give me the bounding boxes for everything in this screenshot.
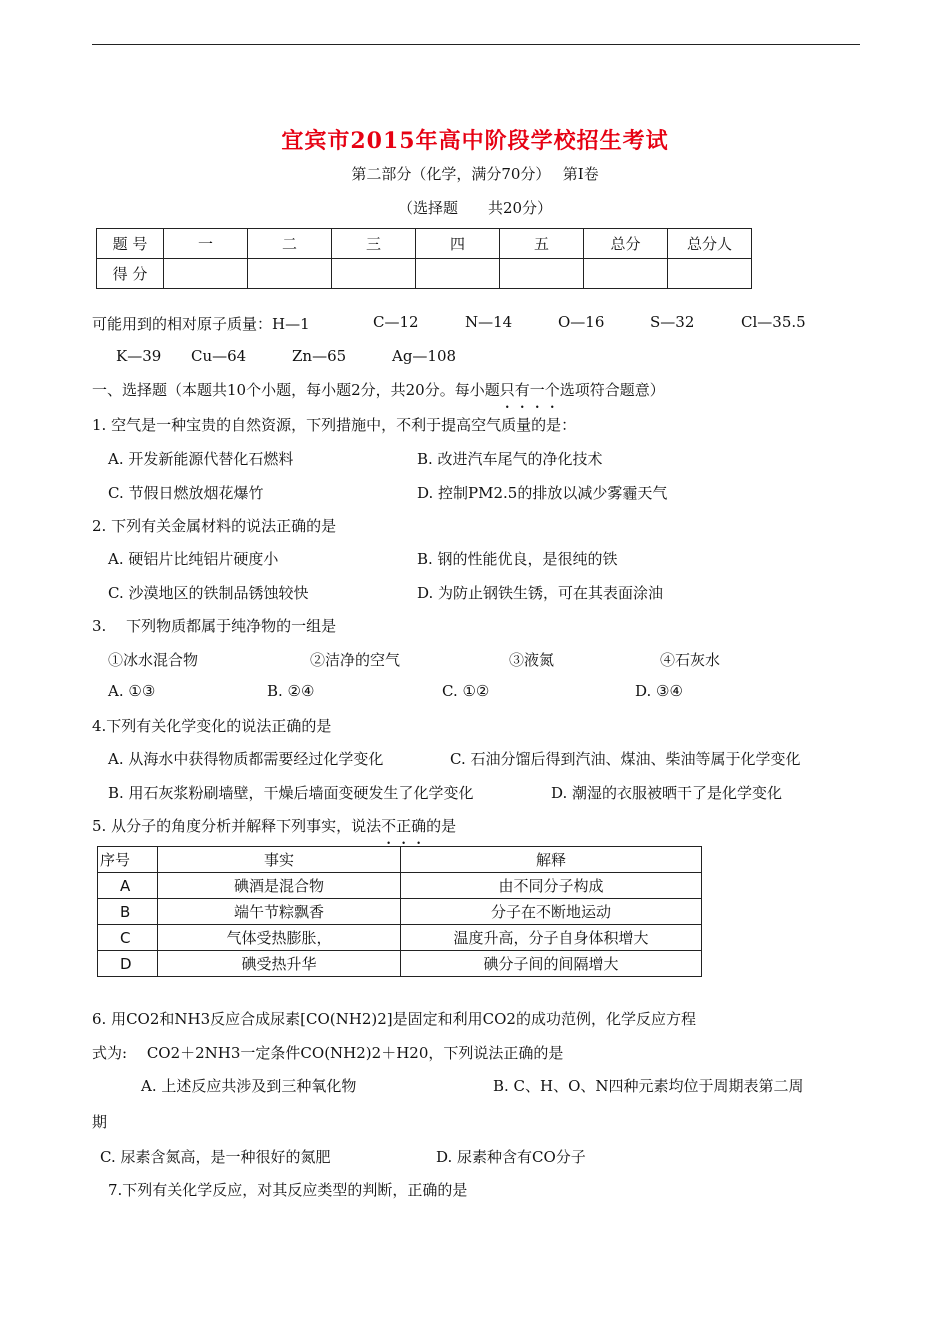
- atomic-mass: O—16: [558, 313, 605, 331]
- score-cell[interactable]: [668, 259, 752, 289]
- table-cell: A: [98, 873, 158, 899]
- emphasis-char: 个: [544, 381, 560, 399]
- q4-option-c: C. 石油分馏后得到汽油、煤油、柴油等属于化学变化: [450, 750, 801, 768]
- q2-option-c: C. 沙漠地区的铁制品锈蚀较快: [108, 584, 309, 602]
- score-cell[interactable]: [332, 259, 416, 289]
- table-header-cell: 事实: [158, 847, 401, 873]
- atomic-mass: Ag—108: [392, 347, 457, 365]
- q3-option-b: B. ②④: [267, 682, 315, 700]
- table-cell: B: [98, 899, 158, 925]
- score-header-cell: 四: [416, 229, 500, 259]
- atomic-mass: Zn—65: [292, 347, 347, 365]
- q3-item: ④石灰水: [660, 651, 721, 669]
- score-header-cell: 三: [332, 229, 416, 259]
- q3-item: ②洁净的空气: [310, 651, 401, 669]
- q1-option-b: B. 改进汽车尾气的净化技术: [417, 450, 603, 468]
- q4-option-b: B. 用石灰浆粉刷墙壁，干燥后墙面变硬发生了化学变化: [108, 784, 474, 802]
- q6-option-b: B. C、H、O、N四种元素均位于周期表第二周: [493, 1077, 804, 1095]
- score-header-cell: 一: [164, 229, 248, 259]
- table-row: [98, 873, 702, 899]
- atomic-mass: K—39: [116, 347, 162, 365]
- q6-stem-line-2: 式为: CO2＋2NH3一定条件CO(NH2)2＋H20，下列说法正确的是: [92, 1044, 564, 1062]
- q5-stem-prefix: 5. 从分子的角度分析并解释下列事实，说法: [92, 817, 382, 835]
- atomic-mass: S—32: [650, 313, 695, 331]
- table-cell: 分子在不断地运动: [401, 899, 702, 925]
- score-table-header-row: [97, 229, 752, 259]
- score-cell[interactable]: [584, 259, 668, 289]
- table-cell: 碘受热升华: [158, 951, 401, 977]
- q1-option-a: A. 开发新能源代替化石燃料: [108, 450, 294, 468]
- table-cell: C: [98, 925, 158, 951]
- q2-stem: 2. 下列有关金属材料的说法正确的是: [92, 517, 337, 535]
- q5-stem-suffix: 的是: [426, 817, 457, 835]
- score-cell[interactable]: [164, 259, 248, 289]
- atomic-mass: C—12: [373, 313, 419, 331]
- exam-subtitle-2: （选择题 共20分）: [397, 199, 553, 217]
- q2-option-b: B. 钢的性能优良，是很纯的铁: [417, 550, 618, 568]
- atomic-mass: Cl—35.5: [741, 313, 806, 331]
- exam-title: 宜宾市2015年高中阶段学校招生考试: [281, 128, 669, 154]
- q3-item: ①冰水混合物: [108, 651, 199, 669]
- q3-stem: 3. 下列物质都属于纯净物的一组是: [92, 617, 337, 635]
- score-cell[interactable]: [248, 259, 332, 289]
- table-cell: 由不同分子构成: [401, 873, 702, 899]
- q1-option-d: D. 控制PM2.5的排放以减少雾霾天气: [417, 484, 668, 502]
- q3-option-a: A. ①③: [108, 682, 156, 700]
- q3-item: ③液氮: [509, 651, 555, 669]
- score-header-cell: 总分人: [668, 229, 752, 259]
- section-1-prefix: 一、选择题（本题共10个小题，每小题2分，共20分。每小题: [92, 381, 500, 399]
- score-row-label: 得 分: [97, 259, 164, 289]
- q3-option-c: C. ①②: [442, 682, 490, 700]
- q4-option-d: D. 潮湿的衣服被晒干了是化学变化: [551, 784, 783, 802]
- emphasis-char: 正: [396, 817, 412, 835]
- score-header-cell: 题 号: [97, 229, 164, 259]
- q1-option-c: C. 节假日燃放烟花爆竹: [108, 484, 264, 502]
- atomic-mass: N—14: [465, 313, 513, 331]
- table-cell: 端午节粽飘香: [158, 899, 401, 925]
- score-table: [96, 228, 752, 289]
- emphasis-char: 确: [411, 817, 427, 835]
- table-header-cell: 序号: [98, 847, 158, 873]
- score-cell[interactable]: [500, 259, 584, 289]
- q6-stem-line-1: 6. 用CO2和NH3反应合成尿素[CO(NH2)2]是固定和利用CO2的成功范例，化学反应方程: [92, 1010, 696, 1028]
- q6-option-d: D. 尿素种含有CO分子: [436, 1148, 586, 1166]
- q1-stem: 1. 空气是一种宝贵的自然资源，下列措施中，不利于提高空气质量的是：: [92, 416, 577, 434]
- q7-stem: 7.下列有关化学反应，对其反应类型的判断，正确的是: [108, 1181, 468, 1199]
- table-cell: D: [98, 951, 158, 977]
- score-cell[interactable]: [416, 259, 500, 289]
- q2-option-d: D. 为防止钢铁生锈，可在其表面涂油: [417, 584, 664, 602]
- table-header-cell: 解释: [401, 847, 702, 873]
- table-header-row: [98, 847, 702, 873]
- q3-option-d: D. ③④: [635, 682, 683, 700]
- table-cell: 气体受热膨胀，: [158, 925, 401, 951]
- score-header-cell: 五: [500, 229, 584, 259]
- emphasis-char: 有: [514, 381, 530, 399]
- q4-stem: 4.下列有关化学变化的说法正确的是: [92, 717, 332, 735]
- section-1-heading: [92, 379, 665, 400]
- table-cell: 碘酒是混合物: [158, 873, 401, 899]
- emphasis-char: 只: [499, 381, 515, 399]
- emphasis-char: 一: [529, 381, 545, 399]
- q5-stem: [92, 815, 456, 836]
- table-cell: 温度升高，分子自身体积增大: [401, 925, 702, 951]
- q4-option-a: A. 从海水中获得物质都需要经过化学变化: [108, 750, 384, 768]
- score-table-score-row: [97, 259, 752, 289]
- table-row: [98, 925, 702, 951]
- table-row: [98, 951, 702, 977]
- header-rule: [92, 44, 860, 45]
- table-row: [98, 899, 702, 925]
- score-header-cell: 总分: [584, 229, 668, 259]
- atomic-mass-label: 可能用到的相对原子质量：H—1: [92, 315, 310, 333]
- q6-option-a: A. 上述反应共涉及到三种氧化物: [141, 1077, 357, 1095]
- score-header-cell: 二: [248, 229, 332, 259]
- exam-subtitle: 第二部分（化学，满分70分） 第Ⅰ卷: [351, 165, 599, 183]
- section-1-suffix: 选项符合题意）: [559, 381, 665, 399]
- q6-option-b-continued: 期: [92, 1113, 108, 1131]
- table-cell: 碘分子间的间隔增大: [401, 951, 702, 977]
- q6-option-c: C. 尿素含氮高，是一种很好的氮肥: [100, 1148, 331, 1166]
- emphasis-char: 不: [381, 817, 397, 835]
- q5-table: [97, 846, 702, 977]
- atomic-mass: Cu—64: [191, 347, 247, 365]
- q2-option-a: A. 硬铝片比纯铝片硬度小: [108, 550, 279, 568]
